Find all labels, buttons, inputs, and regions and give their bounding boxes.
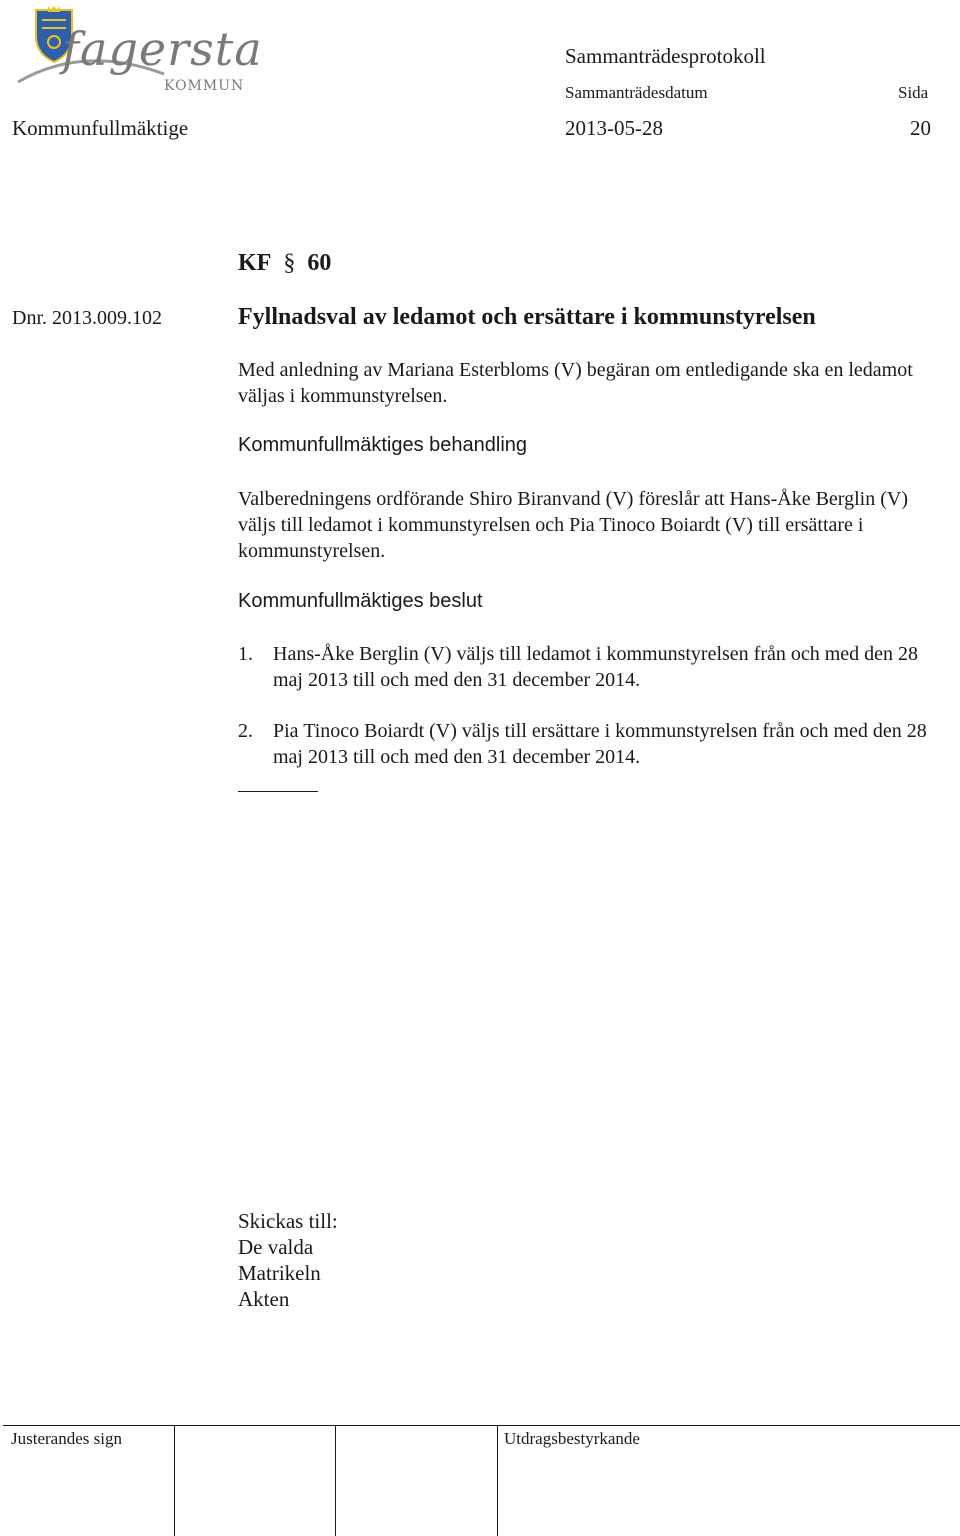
behandling-paragraph: Valberedningens ordförande Shiro Biranvand (V) föreslår att Hans-Åke Berglin (V) väljs till ledamot i kommunstyrelsen och Pia Tinoco Boiardt (V) till ersättare i kommunstyrelsen. — [238, 488, 908, 562]
footer-divider — [335, 1425, 336, 1536]
logo-subtext: KOMMUN — [164, 78, 245, 94]
beslut-heading: Kommunfullmäktiges beslut — [238, 590, 483, 612]
decision-text: Pia Tinoco Boiardt (V) väljs till ersättare i kommunstyrelsen från och med den 28 maj 2013 till och med den 31 december 2014. — [273, 720, 927, 768]
logo-wordmark: fagersta — [62, 22, 263, 76]
diary-number: Dnr. 2013.009.102 — [12, 307, 162, 329]
sign-label: Justerandes sign — [11, 1429, 122, 1448]
signature-table — [3, 1425, 960, 1536]
page-label: Sida — [898, 83, 929, 102]
footer-divider — [174, 1425, 175, 1536]
intro-paragraph: Med anledning av Mariana Esterbloms (V) begäran om entledigande ska en ledamot väljas i kommunstyrelsen. — [238, 359, 913, 407]
date-label: Sammanträdesdatum — [565, 83, 708, 102]
send-to-label: Skickas till: — [238, 1209, 338, 1233]
decision-number: 1. — [238, 643, 253, 665]
recipient: Matrikeln — [238, 1261, 321, 1285]
footer-divider — [497, 1425, 498, 1536]
page-number: 20 — [910, 116, 931, 140]
behandling-heading: Kommunfullmäktiges behandling — [238, 434, 528, 456]
case-title: Fyllnadsval av ledamot och ersättare i kommunstyrelsen — [238, 304, 816, 330]
footer-rule — [3, 1425, 960, 1426]
decision-text: Hans-Åke Berglin (V) väljs till ledamot i kommunstyrelsen från och med den 28 maj 2013 till och med den 31 december 2014. — [273, 643, 919, 691]
extract-label: Utdragsbestyrkande — [504, 1429, 640, 1448]
kf-prefix: KF — [238, 250, 272, 276]
end-rule — [238, 791, 318, 792]
fagersta-logo — [14, 4, 263, 96]
recipient: Akten — [238, 1287, 290, 1311]
body-name: Kommunfullmäktige — [12, 116, 189, 140]
meeting-date: 2013-05-28 — [565, 116, 663, 140]
send-to-block — [238, 1208, 338, 1312]
section-symbol: § — [283, 250, 296, 276]
recipient: De valda — [238, 1235, 314, 1259]
decision-number: 2. — [238, 720, 253, 742]
protocol-title: Sammanträdesprotokoll — [565, 44, 766, 68]
kf-number: 60 — [307, 250, 332, 276]
section-number — [238, 250, 331, 277]
